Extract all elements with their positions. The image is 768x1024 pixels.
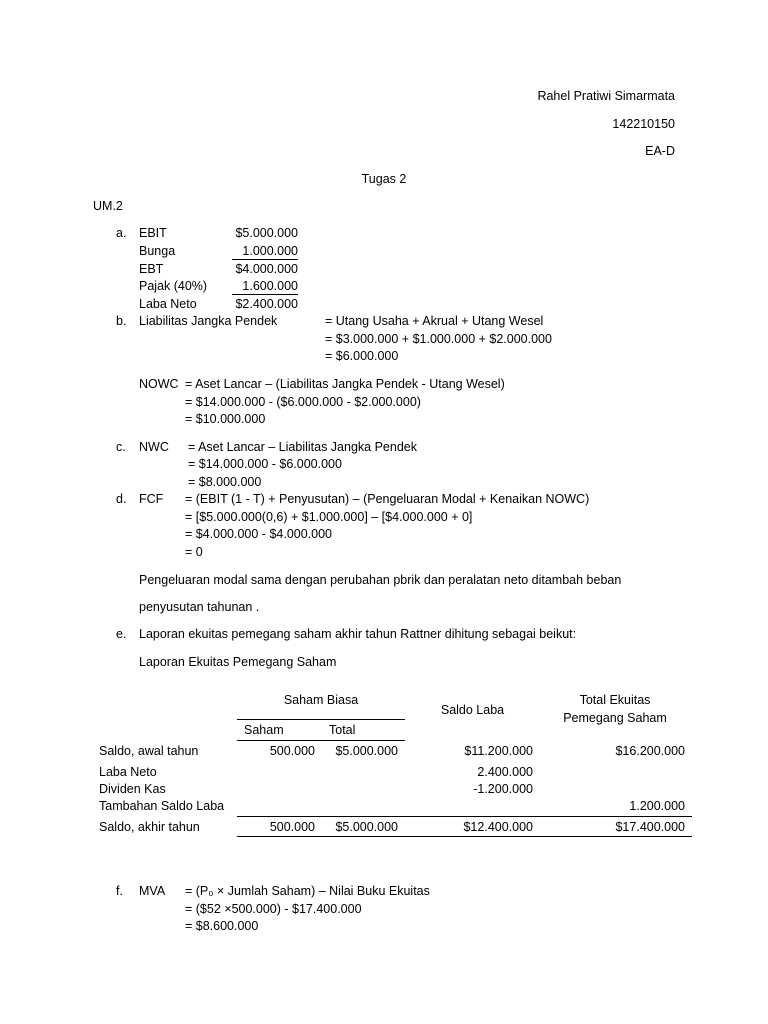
- total-divider: [237, 836, 692, 837]
- header-total-ekuitas: Total Ekuitas: [579, 693, 651, 707]
- equity-intro: Laporan ekuitas pemegang saham akhir tahun Rattner dihitung sebagai beikut:: [139, 627, 577, 641]
- formula-line: = $14.000.000 - $6.000.000: [188, 457, 342, 471]
- explanation-text: Pengeluaran modal sama dengan perubahan pbrik dan peralatan neto ditambah beban: [139, 573, 622, 587]
- item-f-marker: f.: [116, 884, 123, 898]
- income-label: Laba Neto: [139, 297, 197, 311]
- income-value: $2.400.000: [235, 297, 298, 311]
- cell-ekuitas: 1.200.000: [629, 799, 685, 813]
- item-d-marker: d.: [116, 492, 127, 506]
- cell-saham: 500.000: [269, 820, 315, 834]
- income-label: EBIT: [139, 226, 167, 240]
- income-value: $5.000.000: [235, 226, 298, 240]
- fcf-label: FCF: [139, 492, 164, 506]
- formula-line: = $8.600.000: [185, 919, 259, 933]
- nwc-label: NWC: [139, 440, 169, 454]
- formula-line: = $14.000.000 - ($6.000.000 - $2.000.000): [185, 395, 421, 409]
- cell-saldo-laba: -1.200.000: [473, 782, 533, 796]
- cell-total: $5.000.000: [335, 820, 398, 834]
- section-heading: UM.2: [93, 199, 123, 213]
- student-name: Rahel Pratiwi Simarmata: [537, 89, 675, 103]
- formula-line: = (P₀ × Jumlah Saham) – Nilai Buku Ekuitas: [185, 884, 430, 898]
- formula-line: = $4.000.000 - $4.000.000: [185, 527, 333, 541]
- liability-label: Liabilitas Jangka Pendek: [139, 314, 278, 328]
- cell-ekuitas: $16.200.000: [615, 744, 685, 758]
- document-title: Tugas 2: [361, 172, 407, 186]
- formula-line: = [$5.000.000(0,6) + $1.000.000] – [$4.000.000 + 0]: [185, 510, 473, 524]
- mva-label: MVA: [139, 884, 166, 898]
- income-label: Bunga: [139, 244, 176, 258]
- class-label: EA-D: [645, 144, 675, 158]
- row-label: Saldo, awal tahun: [99, 744, 199, 758]
- formula-line: = $3.000.000 + $1.000.000 + $2.000.000: [325, 332, 552, 346]
- header-divider: [237, 719, 405, 720]
- cell-saldo-laba: 2.400.000: [477, 765, 533, 779]
- row-label: Laba Neto: [99, 765, 157, 779]
- header-saham: Saham: [244, 723, 284, 737]
- cell-total: $5.000.000: [335, 744, 398, 758]
- student-id: 142210150: [612, 117, 675, 131]
- income-value: 1.600.000: [232, 279, 298, 295]
- formula-line: = 0: [185, 545, 203, 559]
- cell-saham: 500.000: [269, 744, 315, 758]
- item-c-marker: c.: [116, 440, 126, 454]
- formula-line: = (EBIT (1 - T) + Penyusutan) – (Pengeluaran Modal + Kenaikan NOWC): [185, 492, 590, 506]
- item-a-marker: a.: [116, 226, 127, 240]
- equity-subtitle: Laporan Ekuitas Pemegang Saham: [139, 655, 337, 669]
- income-value: 1.000.000: [232, 244, 298, 260]
- formula-line: = ($52 ×500.000) - $17.400.000: [185, 902, 362, 916]
- header-saham-biasa: Saham Biasa: [283, 693, 359, 707]
- row-label: Dividen Kas: [99, 782, 166, 796]
- formula-line: = $6.000.000: [325, 349, 399, 363]
- income-value: $4.000.000: [235, 262, 298, 276]
- row-label: Tambahan Saldo Laba: [99, 799, 225, 813]
- income-label: EBT: [139, 262, 164, 276]
- formula-line: = $10.000.000: [185, 412, 266, 426]
- row-label: Saldo, akhir tahun: [99, 820, 200, 834]
- cell-saldo-laba: $11.200.000: [464, 744, 533, 758]
- formula-line: = Aset Lancar – (Liabilitas Jangka Pendek - Utang Wesel): [185, 377, 505, 391]
- income-label: Pajak (40%): [139, 279, 208, 293]
- explanation-text: penyusutan tahunan .: [139, 600, 260, 614]
- formula-line: = Utang Usaha + Akrual + Utang Wesel: [325, 314, 544, 328]
- header-total-ekuitas: Pemegang Saham: [563, 711, 667, 725]
- total-divider: [237, 816, 692, 817]
- item-e-marker: e.: [116, 627, 127, 641]
- cell-ekuitas: $17.400.000: [615, 820, 685, 834]
- header-total: Total: [329, 723, 356, 737]
- header-divider: [237, 740, 405, 741]
- formula-line: = $8.000.000: [188, 475, 262, 489]
- nowc-label: NOWC: [139, 377, 179, 391]
- item-b-marker: b.: [116, 314, 127, 328]
- cell-saldo-laba: $12.400.000: [463, 820, 533, 834]
- formula-line: = Aset Lancar – Liabilitas Jangka Pendek: [188, 440, 417, 454]
- header-saldo-laba: Saldo Laba: [440, 703, 505, 717]
